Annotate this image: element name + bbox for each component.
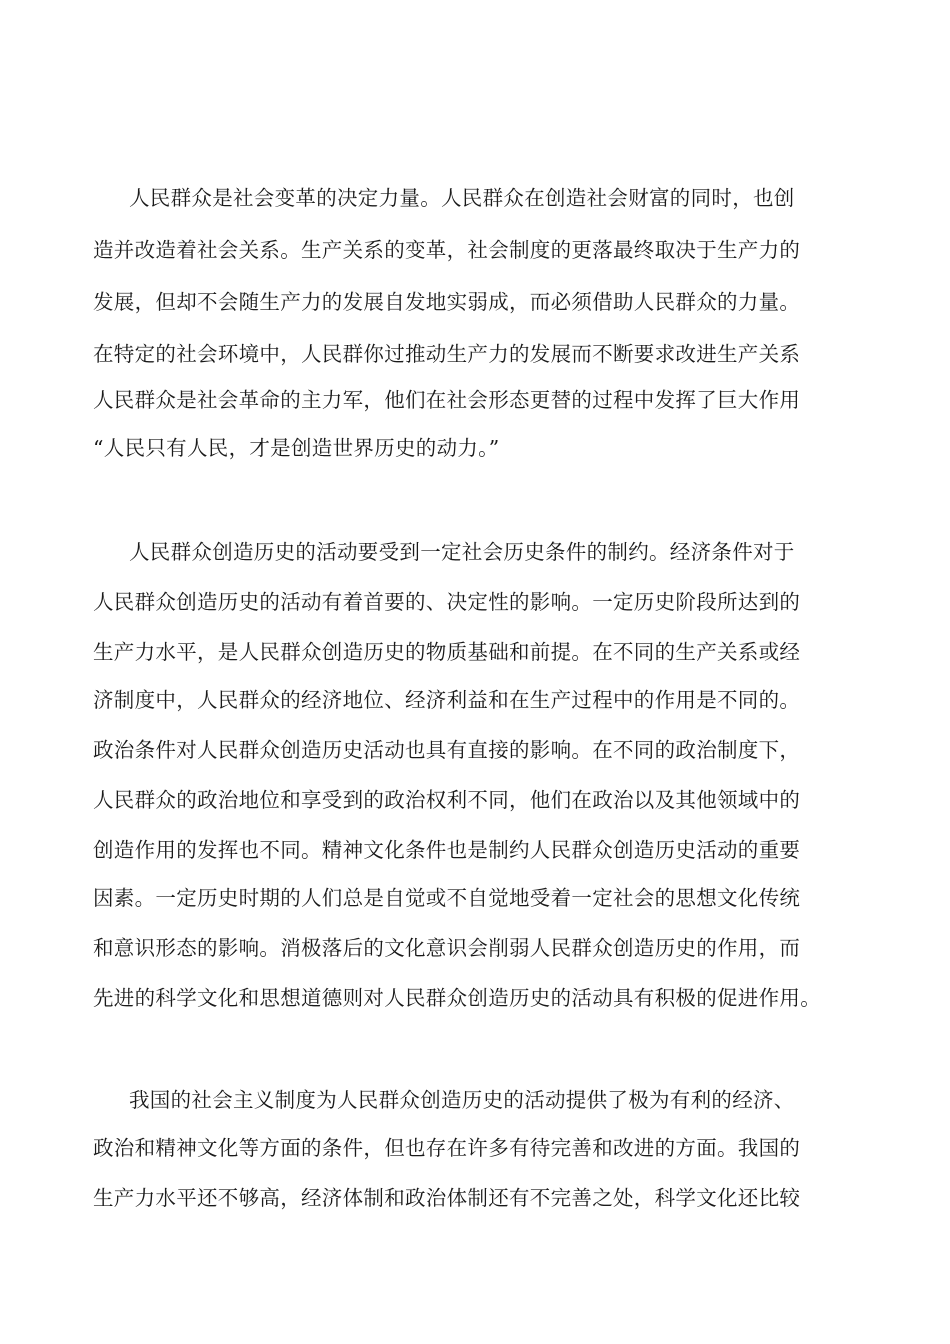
text-line: 济制度中，人民群众的经济地位、经济利益和在生产过程中的作用是不同的。 xyxy=(93,688,801,712)
text-line: 人民群众是社会革命的主力军，他们在社会形态更替的过程中发挥了巨大作用 xyxy=(93,388,801,412)
text-line: 先进的科学文化和思想道德则对人民群众创造历史的活动具有积极的促进作用。 xyxy=(93,986,821,1010)
text-line: 我国的社会主义制度为人民群众创造历史的活动提供了极为有利的经济、 xyxy=(129,1088,795,1112)
text-line: 政治条件对人民群众创造历史活动也具有直接的影响。在不同的政治制度下， xyxy=(93,738,801,762)
text-line: 和意识形态的影响。消极落后的文化意识会削弱人民群众创造历史的作用，而 xyxy=(93,936,801,960)
text-line: 造并改造着社会关系。生产关系的变革，社会制度的更落最终取决于生产力的 xyxy=(93,238,801,262)
text-line: 在特定的社会环境中，人民群你过推动生产力的发展而不断要求改进生产关系 xyxy=(93,342,801,366)
text-line: 人民群众创造历史的活动要受到一定社会历史条件的制约。经济条件对于 xyxy=(129,540,795,564)
text-line: 生产力水平还不够高，经济体制和政治体制还有不完善之处，科学文化还比较 xyxy=(93,1186,801,1210)
text-line: 政治和精神文化等方面的条件，但也存在许多有待完善和改进的方面。我国的 xyxy=(93,1136,801,1160)
text-line: 发展，但却不会随生产力的发展自发地实弱成，而必须借助人民群众的力量。 xyxy=(93,290,801,314)
text-line: “人民只有人民，才是创造世界历史的动力。” xyxy=(93,436,500,460)
text-line: 因素。一定历史时期的人们总是自觉或不自觉地受着一定社会的思想文化传统 xyxy=(93,886,801,910)
text-line: 人民群众的政治地位和享受到的政治权利不同，他们在政治以及其他领域中的 xyxy=(93,788,801,812)
text-line: 人民群众是社会变革的决定力量。人民群众在创造社会财富的同时，也创 xyxy=(129,186,795,210)
text-line: 人民群众创造历史的活动有着首要的、决定性的影响。一定历史阶段所达到的 xyxy=(93,590,801,614)
text-line: 生产力水平，是人民群众创造历史的物质基础和前提。在不同的生产关系或经 xyxy=(93,640,801,664)
text-line: 创造作用的发挥也不同。精神文化条件也是制约人民群众创造历史活动的重要 xyxy=(93,838,801,862)
